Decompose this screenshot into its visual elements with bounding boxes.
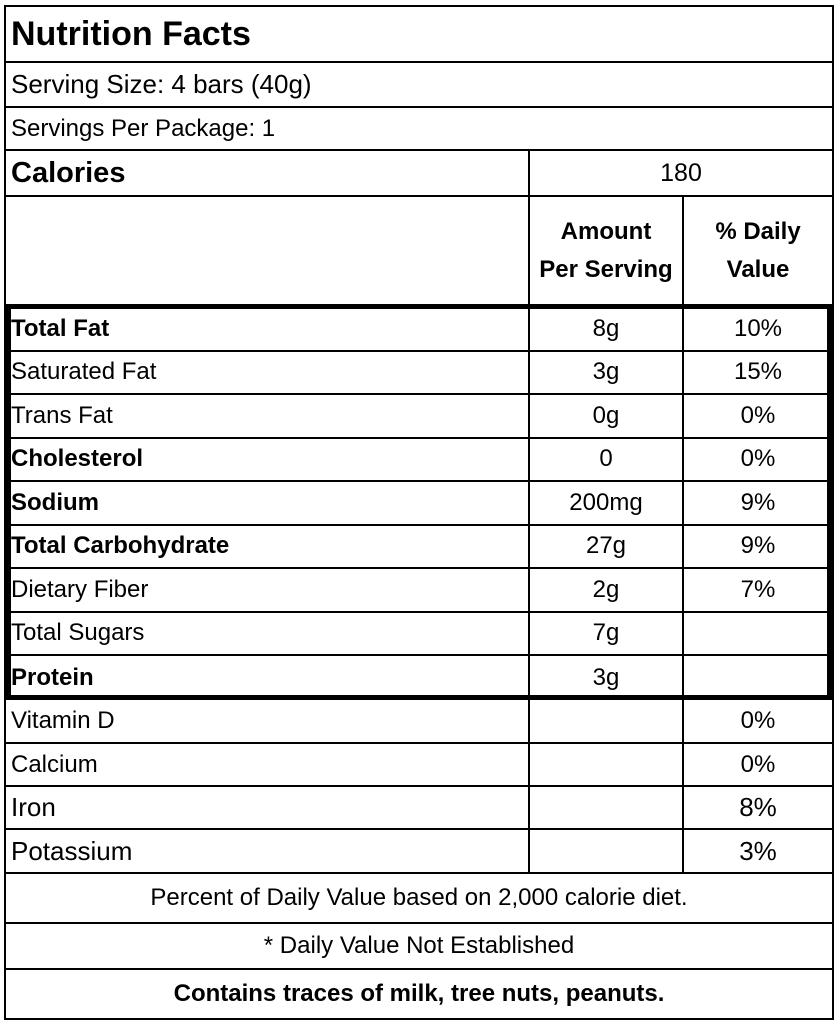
nutrient-name: Protein bbox=[11, 663, 94, 691]
vitamin-daily-value: 3% bbox=[682, 830, 832, 872]
serving-size: Serving Size: 4 bars (40g) bbox=[11, 69, 312, 99]
label-title: Nutrition Facts bbox=[11, 14, 251, 53]
nutrient-name: Dietary Fiber bbox=[11, 575, 149, 603]
footnote-daily-value-row bbox=[6, 874, 832, 924]
nutrient-amount: 27g bbox=[528, 526, 682, 568]
footnote-not-established-row bbox=[6, 924, 832, 970]
calories-row bbox=[6, 151, 832, 197]
nutrient-daily-value: 15% bbox=[682, 352, 832, 394]
nutrient-name: Total Fat bbox=[11, 314, 110, 342]
nutrient-daily-value: 7% bbox=[682, 569, 832, 611]
serving-size-row bbox=[6, 63, 832, 108]
nutrient-daily-value bbox=[682, 656, 832, 700]
vitamin-daily-value: 0% bbox=[682, 700, 832, 742]
nutrient-name: Saturated Fat bbox=[11, 358, 157, 386]
daily-value-header-line1: % Daily bbox=[715, 218, 801, 245]
nutrient-row bbox=[6, 526, 832, 570]
nutrient-amount: 0 bbox=[528, 439, 682, 481]
amount-header-line1: Amount bbox=[560, 218, 652, 245]
vitamin-amount bbox=[528, 744, 682, 785]
nutrient-amount: 7g bbox=[528, 613, 682, 655]
nutrient-daily-value bbox=[682, 613, 832, 655]
allergen-row bbox=[6, 970, 832, 1018]
calories-value: 180 bbox=[528, 151, 832, 195]
footnote-daily-value: Percent of Daily Value based on 2,000 calorie diet. bbox=[150, 884, 688, 911]
calories-label: Calories bbox=[11, 156, 126, 189]
nutrient-name: Total Carbohydrate bbox=[11, 532, 230, 560]
vitamin-row bbox=[6, 700, 832, 744]
vitamin-row bbox=[6, 787, 832, 830]
nutrient-amount: 200mg bbox=[528, 482, 682, 524]
nutrient-amount: 8g bbox=[528, 308, 682, 350]
vitamin-row bbox=[6, 744, 832, 787]
daily-value-header-line2: Value bbox=[726, 256, 790, 283]
vitamin-name: Potassium bbox=[11, 835, 133, 866]
vitamin-name: Iron bbox=[11, 792, 56, 822]
vitamin-amount bbox=[528, 830, 682, 872]
vitamin-amount bbox=[528, 700, 682, 742]
allergen-note: Contains traces of milk, tree nuts, peanuts. bbox=[173, 980, 665, 1007]
amount-header bbox=[528, 197, 682, 305]
nutrient-amount: 2g bbox=[528, 569, 682, 611]
nutrient-name: Cholesterol bbox=[11, 445, 144, 473]
nutrient-amount: 3g bbox=[528, 656, 682, 700]
nutrient-row bbox=[6, 656, 832, 700]
footnote-not-established: * Daily Value Not Established bbox=[263, 932, 575, 959]
header-blank bbox=[6, 197, 528, 305]
nutrient-row bbox=[6, 569, 832, 613]
servings-per-package: Servings Per Package: 1 bbox=[11, 114, 276, 142]
nutrient-name: Total Sugars bbox=[11, 619, 145, 647]
nutrient-name: Sodium bbox=[11, 488, 99, 516]
nutrient-row bbox=[6, 308, 832, 352]
vitamin-name: Calcium bbox=[11, 750, 98, 778]
nutrient-amount: 0g bbox=[528, 395, 682, 437]
nutrient-row bbox=[6, 613, 832, 657]
nutrient-row bbox=[6, 439, 832, 483]
nutrient-daily-value: 9% bbox=[682, 526, 832, 568]
title-row bbox=[6, 7, 832, 63]
nutrient-name: Trans Fat bbox=[11, 401, 113, 429]
vitamin-amount bbox=[528, 787, 682, 828]
vitamin-daily-value: 8% bbox=[682, 787, 832, 828]
vitamin-daily-value: 0% bbox=[682, 744, 832, 785]
vitamin-row bbox=[6, 830, 832, 874]
column-header-row bbox=[6, 197, 832, 305]
nutrient-row bbox=[6, 482, 832, 526]
vitamin-name: Vitamin D bbox=[11, 707, 115, 734]
servings-per-package-row bbox=[6, 108, 832, 151]
amount-header-line2: Per Serving bbox=[539, 256, 673, 283]
nutrition-facts-label bbox=[4, 5, 834, 1020]
nutrient-daily-value: 0% bbox=[682, 439, 832, 481]
nutrient-row bbox=[6, 395, 832, 439]
nutrient-daily-value: 9% bbox=[682, 482, 832, 524]
nutrient-daily-value: 10% bbox=[682, 308, 832, 350]
nutrient-row bbox=[6, 352, 832, 396]
nutrient-amount: 3g bbox=[528, 352, 682, 394]
daily-value-header bbox=[682, 197, 832, 305]
nutrient-daily-value: 0% bbox=[682, 395, 832, 437]
